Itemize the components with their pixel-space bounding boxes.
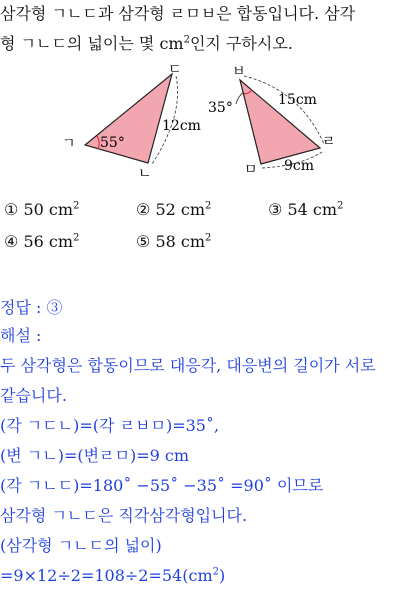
option-3-exp: 2	[337, 200, 344, 212]
option-2-value: 52 cm	[155, 200, 206, 219]
explain-final-suffix: )	[218, 566, 226, 585]
tri2-side-bottom: 9cm	[284, 158, 315, 174]
option-5[interactable]	[136, 232, 211, 252]
tri1-angle: 55°	[100, 135, 125, 151]
triangle-2-angle-arrow	[236, 92, 244, 104]
question-line-2	[0, 34, 293, 54]
question-line-2-suffix: 인지 구하시오.	[189, 34, 293, 53]
explain-line-5: (각 ㄱㄴㄷ)=180˚ −55˚ −35˚ =90˚ 이므로	[0, 476, 324, 495]
tri1-label-b: ㄴ	[138, 166, 152, 182]
triangle-figure	[0, 60, 400, 190]
explain-line-6: 삼각형 ㄱㄴㄷ은 직각삼각형입니다.	[0, 506, 248, 525]
option-2[interactable]	[136, 200, 211, 220]
explain-line-7: (삼각형 ㄱㄴㄷ의 넓이)	[0, 536, 162, 555]
option-5-num: ⑤	[136, 232, 151, 251]
option-1[interactable]	[4, 200, 79, 220]
option-4[interactable]	[4, 232, 79, 252]
option-3[interactable]	[268, 200, 343, 220]
tri2-label-b: ㄹ	[322, 134, 336, 150]
tri1-label-c: ㄷ	[168, 62, 182, 78]
option-5-value: 58 cm	[155, 232, 206, 251]
option-5-exp: 2	[205, 232, 212, 244]
option-4-num: ④	[4, 232, 19, 251]
explain-line-4: (변 ㄱㄴ)=(변ㄹㅁ)=9 cm	[0, 446, 190, 465]
question-unit: cm	[159, 34, 184, 53]
question-line-1: 삼각형 ㄱㄴㄷ과 삼각형 ㄹㅁㅂ은 합동입니다. 삼각	[0, 4, 356, 23]
option-1-value: 50 cm	[23, 200, 74, 219]
tri1-label-a: ㄱ	[62, 136, 76, 152]
explain-final-prefix: =9×12÷2=108÷2=54(cm	[0, 566, 213, 585]
option-4-value: 56 cm	[23, 232, 74, 251]
answer-label: 정답 : ③	[0, 298, 63, 317]
option-3-num: ③	[268, 200, 283, 219]
triangle-1-shape	[85, 74, 172, 163]
explain-final-exp: 2	[212, 566, 219, 578]
tri2-angle: 35°	[208, 100, 233, 116]
option-2-num: ②	[136, 200, 151, 219]
option-4-exp: 2	[73, 232, 80, 244]
option-3-value: 54 cm	[287, 200, 338, 219]
explain-line-3: (각 ㄱㄷㄴ)=(각 ㄹㅂㅁ)=35˚,	[0, 416, 220, 435]
tri2-label-c: ㅁ	[244, 162, 258, 178]
option-1-num: ①	[4, 200, 19, 219]
question-line-2-prefix: 형 ㄱㄴㄷ의 넓이는 몇	[0, 34, 160, 53]
explain-line-1: 두 삼각형은 합동이므로 대응각, 대응변의 길이가 서로	[0, 356, 376, 375]
tri2-side-top: 15cm	[278, 92, 317, 108]
explain-label: 해설 :	[0, 326, 42, 345]
explain-line-2: 같습니다.	[0, 386, 67, 405]
option-2-exp: 2	[205, 200, 212, 212]
tri1-side: 12cm	[162, 118, 201, 134]
option-1-exp: 2	[73, 200, 80, 212]
question-unit-exp: 2	[183, 34, 190, 46]
explain-final	[0, 566, 225, 586]
tri2-label-a: ㅂ	[232, 64, 246, 80]
